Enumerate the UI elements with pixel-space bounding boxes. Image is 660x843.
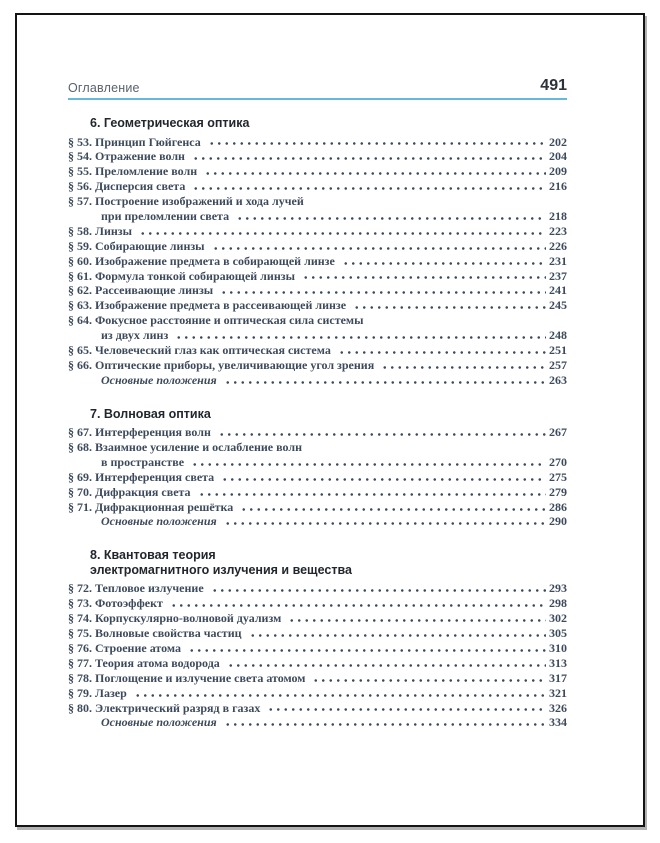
dot-leader bbox=[353, 305, 546, 310]
toc-entry-line bbox=[68, 239, 567, 254]
entry-page-number: 298 bbox=[549, 596, 567, 611]
entry-page-number: 293 bbox=[549, 581, 567, 596]
entry-label: при преломлении света bbox=[101, 208, 230, 223]
dot-leader bbox=[224, 380, 546, 385]
entry-label: § 70. Дифракция света bbox=[68, 484, 191, 499]
dot-leader bbox=[192, 186, 546, 191]
entry-page-number: 326 bbox=[549, 700, 567, 715]
dot-leader bbox=[192, 156, 546, 161]
section-heading bbox=[68, 548, 567, 577]
entry-label: § 78. Поглощение и излучение света атомом bbox=[68, 670, 306, 685]
toc-entry-line bbox=[68, 224, 567, 239]
entry-label: § 56. Дисперсия света bbox=[68, 179, 186, 194]
page-content bbox=[68, 77, 567, 825]
entry-page-number: 216 bbox=[549, 179, 567, 194]
entry-page-number: 317 bbox=[549, 670, 567, 685]
dot-leader bbox=[134, 693, 546, 698]
toc-entry-line bbox=[68, 164, 567, 179]
entry-page-number: 321 bbox=[549, 685, 567, 700]
entry-label: § 79. Лазер bbox=[68, 685, 127, 700]
toc-entry-line bbox=[68, 298, 567, 313]
entry-label: § 74. Корпускулярно-волновой дуализм bbox=[68, 611, 282, 626]
entry-page-number: 305 bbox=[549, 626, 567, 641]
entry-label: § 68. Взаимное усиление и ослабление волн bbox=[68, 440, 303, 455]
entry-label: в пространстве bbox=[101, 454, 185, 469]
entry-label: Основные положения bbox=[101, 372, 217, 387]
entry-page-number: 334 bbox=[549, 715, 567, 730]
section-heading bbox=[68, 116, 567, 131]
entry-page-number: 313 bbox=[549, 655, 567, 670]
entry-label: § 53. Принцип Гюйгенса bbox=[68, 134, 201, 149]
entry-label: § 54. Отражение волн bbox=[68, 149, 185, 164]
section-heading-line: 8. Квантовая теория bbox=[90, 548, 216, 563]
toc-entry-line bbox=[68, 596, 567, 611]
toc-entry-line bbox=[68, 470, 567, 485]
dot-leader bbox=[175, 335, 546, 340]
toc-entry-line bbox=[68, 194, 567, 209]
toc-entry-line bbox=[68, 440, 567, 455]
entry-label: § 69. Интерференция света bbox=[68, 469, 215, 484]
toc-entry-line bbox=[68, 686, 567, 701]
header-rule bbox=[68, 98, 567, 100]
entry-page-number: 263 bbox=[549, 372, 567, 387]
toc-entry-line bbox=[68, 179, 567, 194]
toc-entry-line bbox=[68, 656, 567, 671]
running-header bbox=[68, 77, 567, 95]
entry-label: Основные положения bbox=[101, 715, 217, 730]
entry-page-number: 290 bbox=[549, 514, 567, 529]
entry-page-number: 218 bbox=[549, 208, 567, 223]
entry-page-number: 209 bbox=[549, 164, 567, 179]
dot-leader bbox=[342, 261, 546, 266]
dot-leader bbox=[211, 588, 546, 593]
entry-label: § 55. Преломление волн bbox=[68, 164, 198, 179]
dot-leader bbox=[381, 365, 546, 370]
toc-entry-line bbox=[68, 269, 567, 284]
toc-section bbox=[68, 548, 567, 730]
entry-label: из двух линз bbox=[101, 328, 169, 343]
entry-label: § 67. Интерференция волн bbox=[68, 425, 211, 440]
dot-leader bbox=[220, 290, 546, 295]
entry-page-number: 270 bbox=[549, 454, 567, 469]
entry-page-number: 241 bbox=[549, 283, 567, 298]
toc-entry-line bbox=[68, 254, 567, 269]
dot-leader bbox=[198, 492, 546, 497]
entry-label: § 60. Изображение предмета в собирающей линзе bbox=[68, 253, 335, 268]
book-page bbox=[15, 13, 645, 827]
toc-entry-line bbox=[68, 358, 567, 373]
toc-entry-line bbox=[68, 701, 567, 716]
entry-label: § 65. Человеческий глаз как оптическая система bbox=[68, 342, 331, 357]
entry-label: § 72. Тепловое излучение bbox=[68, 581, 204, 596]
entry-label: § 64. Фокусное расстояние и оптическая сила системы bbox=[68, 313, 364, 328]
dot-leader bbox=[221, 477, 546, 482]
dot-leader bbox=[312, 678, 546, 683]
dot-leader bbox=[267, 707, 546, 712]
entry-label: § 66. Оптические приборы, увеличивающие угол зрения bbox=[68, 357, 375, 372]
dot-leader bbox=[170, 603, 546, 608]
toc-entry-line bbox=[68, 671, 567, 686]
table-of-contents bbox=[68, 116, 567, 730]
toc-entry-line bbox=[68, 343, 567, 358]
dot-leader bbox=[212, 246, 546, 251]
entry-label: § 73. Фотоэффект bbox=[68, 596, 163, 611]
toc-entry-line bbox=[68, 209, 567, 224]
dot-leader bbox=[249, 633, 546, 638]
entry-page-number: 248 bbox=[549, 328, 567, 343]
toc-entry-line bbox=[68, 611, 567, 626]
entry-page-number: 237 bbox=[549, 268, 567, 283]
dot-leader bbox=[139, 231, 546, 236]
entry-page-number: 245 bbox=[549, 298, 567, 313]
toc-entry-line bbox=[68, 514, 567, 529]
entry-page-number: 267 bbox=[549, 425, 567, 440]
entry-page-number: 310 bbox=[549, 640, 567, 655]
entry-page-number: 275 bbox=[549, 469, 567, 484]
dot-leader bbox=[302, 275, 546, 280]
toc-entry-line bbox=[68, 485, 567, 500]
entry-page-number: 257 bbox=[549, 357, 567, 372]
dot-leader bbox=[338, 350, 546, 355]
entry-label: § 80. Электрический разряд в газах bbox=[68, 700, 261, 715]
section-heading-line: электромагнитного излучения и вещества bbox=[90, 562, 352, 577]
dot-leader bbox=[191, 462, 546, 467]
entry-page-number: 302 bbox=[549, 611, 567, 626]
dot-leader bbox=[236, 216, 546, 221]
dot-leader bbox=[218, 432, 546, 437]
entry-label: § 59. Собирающие линзы bbox=[68, 238, 205, 253]
entry-page-number: 279 bbox=[549, 484, 567, 499]
section-heading bbox=[68, 407, 567, 422]
toc-entry-line bbox=[68, 328, 567, 343]
dot-leader bbox=[224, 722, 546, 727]
entry-label: § 77. Теория атома водорода bbox=[68, 655, 220, 670]
dot-leader bbox=[188, 648, 546, 653]
entry-label: § 63. Изображение предмета в рассеивающей линзе bbox=[68, 298, 347, 313]
toc-entry-line bbox=[68, 455, 567, 470]
running-header-title: Оглавление bbox=[68, 81, 140, 95]
toc-entry-line bbox=[68, 641, 567, 656]
dot-leader bbox=[227, 663, 546, 668]
entry-label: § 71. Дифракционная решётка bbox=[68, 499, 234, 514]
entry-label: § 61. Формула тонкой собирающей линзы bbox=[68, 268, 295, 283]
toc-entry-line bbox=[68, 500, 567, 515]
toc-entry-line bbox=[68, 149, 567, 164]
running-header-page-number: 491 bbox=[540, 77, 567, 94]
toc-entry-line bbox=[68, 135, 567, 150]
entry-page-number: 226 bbox=[549, 238, 567, 253]
toc-entry-line bbox=[68, 373, 567, 388]
dot-leader bbox=[208, 141, 546, 146]
entry-page-number: 204 bbox=[549, 149, 567, 164]
dot-leader bbox=[240, 507, 546, 512]
entry-label: § 57. Построение изображений и хода лучей bbox=[68, 194, 304, 209]
toc-section bbox=[68, 116, 567, 388]
toc-entry-line bbox=[68, 581, 567, 596]
entry-label: § 75. Волновые свойства частиц bbox=[68, 626, 242, 641]
entry-label: § 76. Строение атома bbox=[68, 640, 181, 655]
toc-section bbox=[68, 407, 567, 530]
toc-entry-line bbox=[68, 715, 567, 730]
toc-entry-line bbox=[68, 626, 567, 641]
toc-entry-line bbox=[68, 425, 567, 440]
section-heading-line: 7. Волновая оптика bbox=[90, 406, 211, 421]
entry-page-number: 286 bbox=[549, 499, 567, 514]
entry-label: § 62. Рассеивающие линзы bbox=[68, 283, 214, 298]
dot-leader bbox=[204, 171, 546, 176]
entry-label: § 58. Линзы bbox=[68, 223, 132, 238]
toc-entry-line bbox=[68, 313, 567, 328]
entry-label: Основные положения bbox=[101, 514, 217, 529]
dot-leader bbox=[288, 618, 546, 623]
entry-page-number: 251 bbox=[549, 342, 567, 357]
dot-leader bbox=[224, 521, 546, 526]
toc-entry-line bbox=[68, 283, 567, 298]
section-heading-line: 6. Геометрическая оптика bbox=[90, 116, 250, 130]
entry-page-number: 202 bbox=[549, 134, 567, 149]
entry-page-number: 223 bbox=[549, 223, 567, 238]
entry-page-number: 231 bbox=[549, 253, 567, 268]
